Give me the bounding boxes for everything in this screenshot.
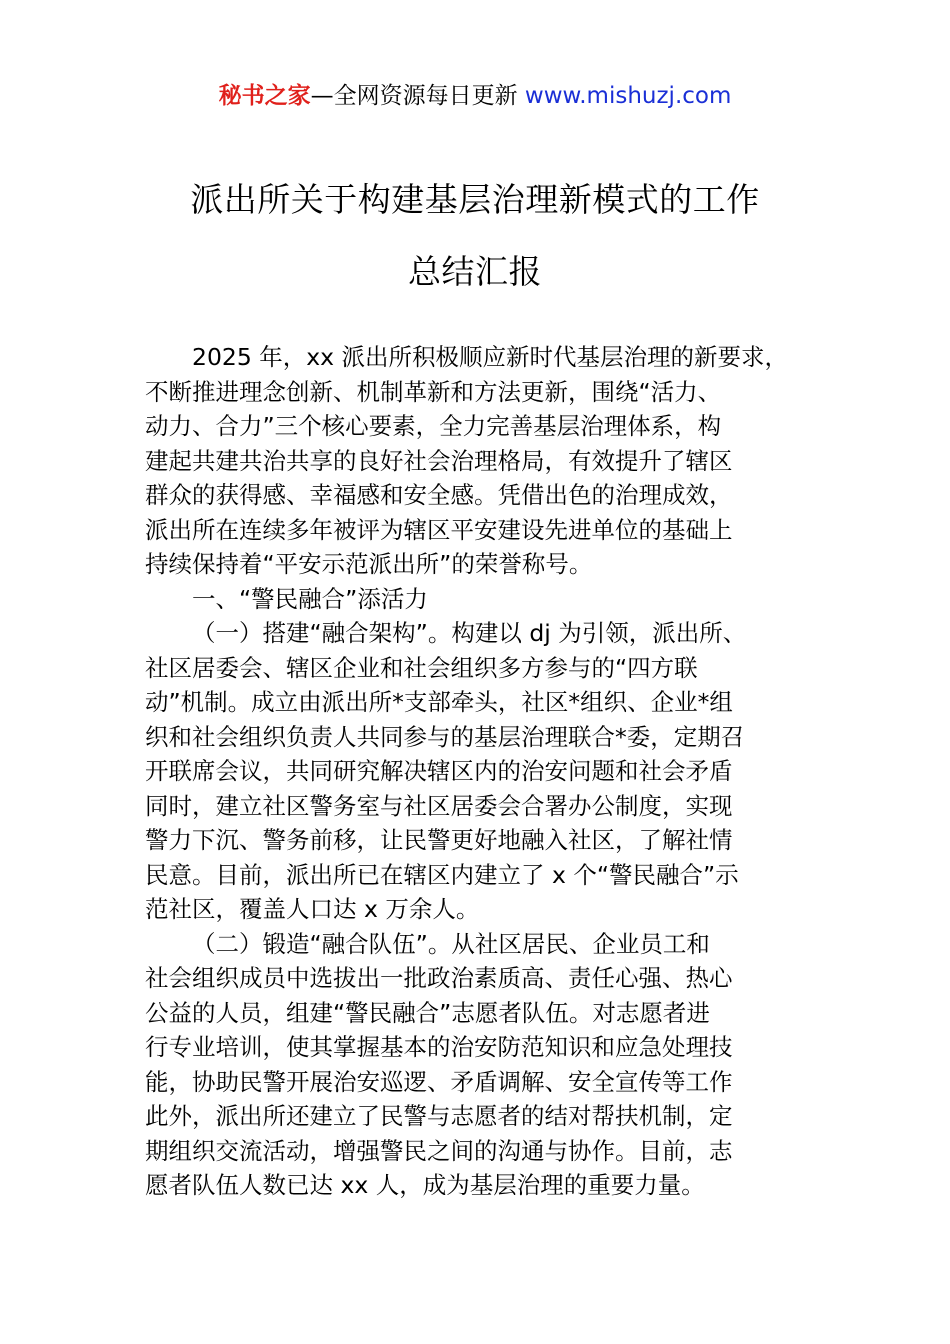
site-header — [0, 80, 950, 112]
body-line: 公益的人员，组建“警民融合”志愿者队伍。对志愿者进 — [145, 998, 710, 1027]
site-url-link[interactable]: www.mishuzj.com — [524, 83, 732, 109]
body-line: （二）锻造“融合队伍”。从社区居民、企业员工和 — [192, 929, 710, 958]
body-line: 不断推进理念创新、机制革新和方法更新，围绕“活力、 — [145, 377, 722, 406]
body-line: 社区居委会、辖区企业和社会组织多方参与的“四方联 — [145, 653, 698, 682]
brand-name: 秘书之家 — [218, 83, 311, 109]
body-line: （一）搭建“融合架构”。构建以 dj 为引领，派出所、 — [192, 619, 747, 647]
body-line: 范社区，覆盖人口达 x 万余人。 — [145, 895, 480, 923]
body-line: 织和社会组织负责人共同参与的基层治理联合*委，定期召 — [145, 722, 745, 751]
body-line: 愿者队伍人数已达 xx 人，成为基层治理的重要力量。 — [145, 1171, 705, 1199]
document-title-line-2: 总结汇报 — [408, 252, 542, 291]
body-line: 行专业培训，使其掌握基本的治安防范知识和应急处理技 — [145, 1033, 733, 1061]
body-line: 警力下沉、警务前移，让民警更好地融入社区，了解社情 — [145, 826, 733, 854]
header-tagline: —全网资源每日更新 — [310, 83, 525, 109]
body-line: 民意。目前，派出所已在辖区内建立了 x 个“警民融合”示 — [145, 860, 739, 889]
body-line: 开联席会议，共同研究解决辖区内的治安问题和社会矛盾 — [145, 757, 733, 785]
body-line: 2025 年，xx 派出所积极顺应新时代基层治理的新要求， — [192, 343, 789, 371]
body-line: 期组织交流活动，增强警民之间的沟通与协作。目前，志 — [145, 1136, 733, 1165]
document-title-line-1: 派出所关于构建基层治理新模式的工作 — [190, 180, 760, 219]
body-line: 社会组织成员中选拔出一批政治素质高、责任心强、热心 — [145, 964, 733, 992]
body-line: 群众的获得感、幸福感和安全感。凭借出色的治理成效， — [145, 481, 733, 509]
document-body — [145, 340, 825, 1203]
body-line: 动”机制。成立由派出所*支部牵头，社区*组织、企业*组 — [145, 688, 733, 716]
body-line: 派出所在连续多年被评为辖区平安建设先进单位的基础上 — [145, 515, 733, 544]
section-heading: 一、“警民融合”添活力 — [192, 584, 428, 613]
body-line: 能，协助民警开展治安巡逻、矛盾调解、安全宣传等工作 — [145, 1067, 733, 1096]
body-line: 持续保持着“平安示范派出所”的荣誉称号。 — [145, 550, 593, 578]
body-line: 建起共建共治共享的良好社会治理格局，有效提升了辖区 — [145, 446, 733, 475]
body-line: 此外，派出所还建立了民警与志愿者的结对帮扶机制，定 — [145, 1102, 733, 1130]
body-line: 动力、合力”三个核心要素，全力完善基层治理体系，构 — [145, 412, 722, 440]
body-line: 同时，建立社区警务室与社区居委会合署办公制度，实现 — [145, 791, 733, 820]
